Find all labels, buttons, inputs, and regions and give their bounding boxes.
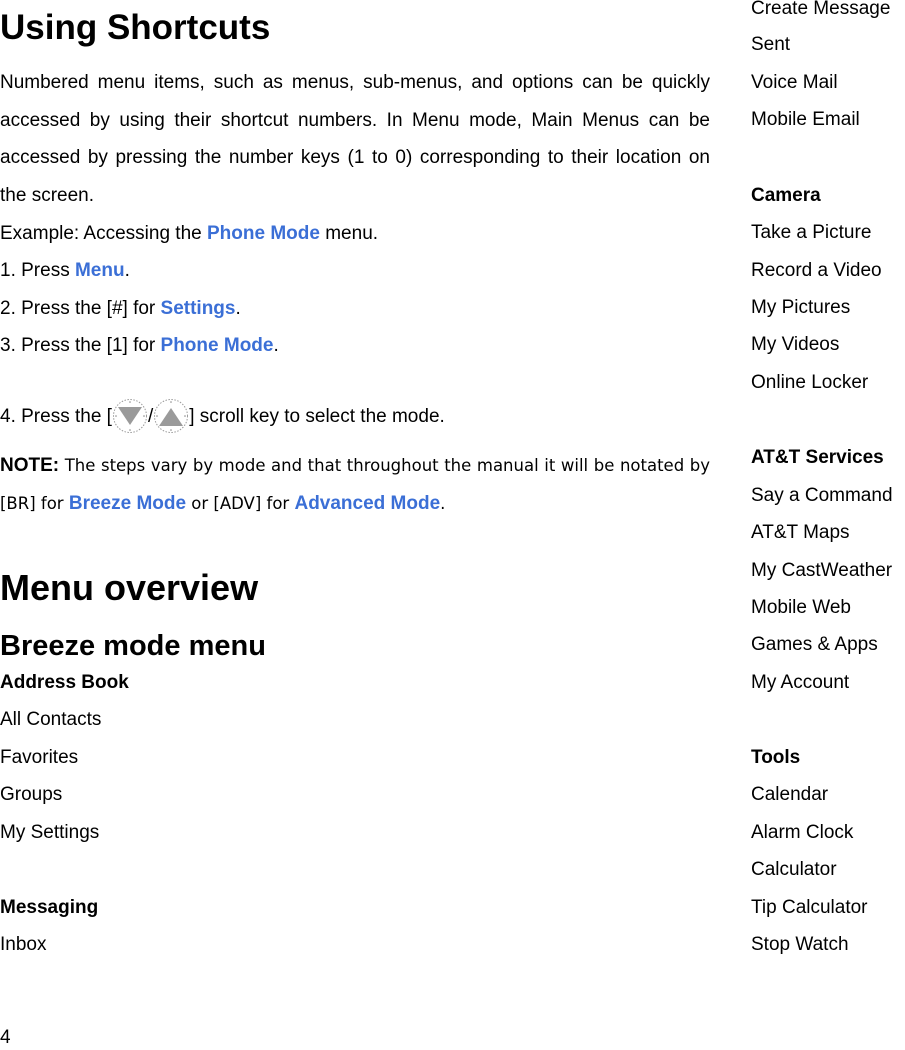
step-1-term: Menu (74, 260, 125, 281)
example-term: Phone Mode (207, 223, 320, 244)
list-item: My Pictures (751, 297, 851, 318)
step-3 (0, 334, 279, 358)
list-item: Favorites (0, 747, 79, 768)
note-end: . (440, 493, 446, 513)
note-text: The steps vary by mode and that throughout the manual it will be notated by [BR] for (0, 456, 710, 513)
list-item: My Account (751, 672, 850, 693)
step-4-prefix: 4. Press the [ (0, 406, 112, 427)
list-item: Record a Video (751, 260, 882, 281)
list-item: Online Locker (751, 372, 869, 393)
list-item: My Videos (751, 334, 840, 355)
scroll-key-down-icon (112, 398, 148, 434)
step-4 (0, 398, 445, 434)
list-item: Say a Command (751, 485, 893, 506)
list-item: All Contacts (0, 709, 102, 730)
list-item: Mobile Web (751, 597, 851, 618)
list-heading-messaging: Messaging (0, 897, 99, 918)
list-item: Voice Mail (751, 72, 838, 93)
step-2-prefix: 2. Press the [#] for (0, 298, 161, 319)
step-3-term: Phone Mode (160, 335, 274, 356)
list-item: Calendar (751, 784, 829, 805)
list-item: Mobile Email (751, 109, 860, 130)
list-item: My CastWeather (751, 560, 893, 581)
example-prefix: Example: Accessing the (0, 223, 207, 244)
step-2-suffix: . (235, 298, 241, 319)
step-2-term: Settings (160, 298, 236, 319)
page-number: 4 (0, 1027, 11, 1048)
page-title: Using Shortcuts (0, 8, 271, 47)
list-item: Take a Picture (751, 222, 872, 243)
list-heading-att-services: AT&T Services (751, 447, 884, 468)
step-2 (0, 297, 241, 321)
list-item: Tip Calculator (751, 897, 868, 918)
list-heading-address-book: Address Book (0, 672, 129, 693)
note-mid: or [ADV] for (186, 493, 295, 513)
scroll-key-up-icon (153, 398, 189, 434)
list-item: Create Message (751, 0, 891, 19)
section-title: Menu overview (0, 567, 259, 608)
step-4-suffix: ] scroll key to select the mode. (189, 406, 445, 427)
list-item: Calculator (751, 859, 837, 880)
intro-paragraph: Numbered menu items, such as menus, sub-menus, and options can be quickly accessed by using their shortcut numbers. In Menu mode, Main Menus can be accessed by pressing the number keys (1 to 0) corresponding to their location on the screen. (0, 72, 710, 206)
list-heading-camera: Camera (751, 185, 821, 206)
list-item: Inbox (0, 934, 47, 955)
step-1 (0, 259, 130, 283)
note-term-advanced: Advanced Mode (294, 492, 441, 514)
step-1-suffix: . (124, 260, 130, 281)
step-3-suffix: . (273, 335, 279, 356)
list-item: My Settings (0, 822, 100, 843)
list-item: AT&T Maps (751, 522, 850, 543)
example-line (0, 222, 378, 246)
step-4-separator: / (147, 406, 154, 427)
example-suffix: menu. (319, 223, 379, 244)
note-paragraph (0, 447, 710, 522)
list-item: Games & Apps (751, 634, 878, 655)
subsection-title: Breeze mode menu (0, 630, 266, 662)
step-3-prefix: 3. Press the [1] for (0, 335, 161, 356)
note-term-breeze: Breeze Mode (68, 492, 187, 514)
list-item: Stop Watch (751, 934, 849, 955)
list-item: Groups (0, 784, 63, 805)
list-heading-tools: Tools (751, 747, 801, 768)
list-item: Alarm Clock (751, 822, 854, 843)
list-item: Sent (751, 34, 791, 55)
step-1-prefix: 1. Press (0, 260, 75, 281)
note-label: NOTE: (0, 455, 60, 476)
